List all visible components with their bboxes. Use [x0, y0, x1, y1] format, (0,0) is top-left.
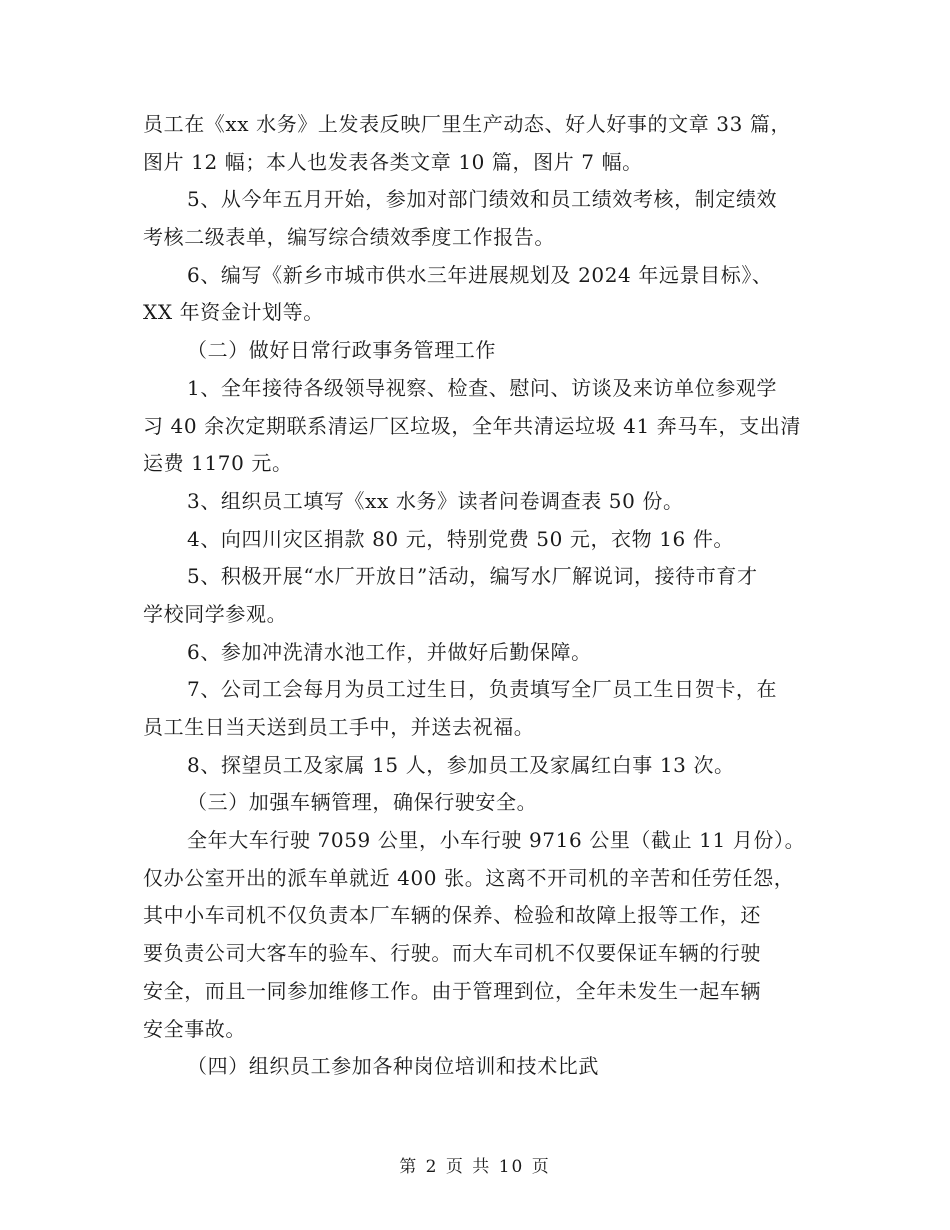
text-line: 安全事故。: [143, 1016, 246, 1041]
text-line: 员工生日当天送到员工手中，并送去祝福。: [143, 715, 535, 739]
text-line: 6、编写《新乡市城市供水三年进展规划及 2024 年远景目标》、: [187, 262, 773, 287]
text-line: （三）加强车辆管理，确保行驶安全。: [187, 790, 538, 815]
text-line: 员工在《xx 水务》上发表反映厂里生产动态、好人好事的文章 33 篇，: [143, 112, 792, 136]
text-line: （二）做好日常行政事务管理工作: [187, 338, 496, 363]
text-line: 其中小车司机不仅负责本厂车辆的保养、检验和故障上报等工作，还: [143, 903, 761, 928]
text-line: 运费 1170 元。: [143, 451, 293, 476]
text-line: 图片 12 幅；本人也发表各类文章 10 篇，图片 7 幅。: [143, 149, 643, 174]
text-line: 3、组织员工填写《xx 水务》读者问卷调查表 50 份。: [187, 488, 684, 513]
text-line: 5、积极开展“水厂开放日”活动，编写水厂解说词，接待市育才: [187, 564, 758, 589]
text-line: （四）组织员工参加各种岗位培训和技术比武: [187, 1054, 599, 1079]
text-line: 安全，而且一同参加维修工作。由于管理到位，全年未发生一起车辆: [143, 978, 761, 1003]
text-line: 习 40 余次定期联系清运厂区垃圾，全年共清运垃圾 41 奔马车，支出清: [143, 413, 801, 438]
text-line: 5、从今年五月开始，参加对部门绩效和员工绩效考核，制定绩效: [187, 187, 778, 212]
text-line: 要负责公司大客车的验车、行驶。而大车司机不仅要保证车辆的行驶: [143, 941, 761, 966]
text-line: 全年大车行驶 7059 公里，小车行驶 9716 公里（截止 11 月份）。: [187, 828, 806, 853]
text-line: 7、公司工会每月为员工过生日，负责填写全厂员工生日贺卡，在: [187, 677, 778, 702]
page-number-footer: 第 2 页 共 10 页: [399, 1157, 551, 1177]
text-line: 仅办公室开出的派车单就近 400 张。这离不开司机的辛苦和任劳任怨，: [143, 865, 795, 890]
text-line: XX 年资金计划等。: [143, 300, 324, 325]
text-line: 8、探望员工及家属 15 人，参加员工及家属红白事 13 次。: [187, 752, 735, 777]
text-line: 6、参加冲洗清水池工作，并做好后勤保障。: [187, 639, 592, 664]
text-line: 学校同学参观。: [143, 601, 288, 626]
text-line: 1、全年接待各级领导视察、检查、慰问、访谈及来访单位参观学: [187, 375, 778, 400]
text-line: 4、向四川灾区捐款 80 元，特别党费 50 元，衣物 16 件。: [187, 526, 735, 551]
document-body: [143, 106, 810, 1086]
text-line: 考核二级表单，编写综合绩效季度工作报告。: [143, 225, 555, 250]
